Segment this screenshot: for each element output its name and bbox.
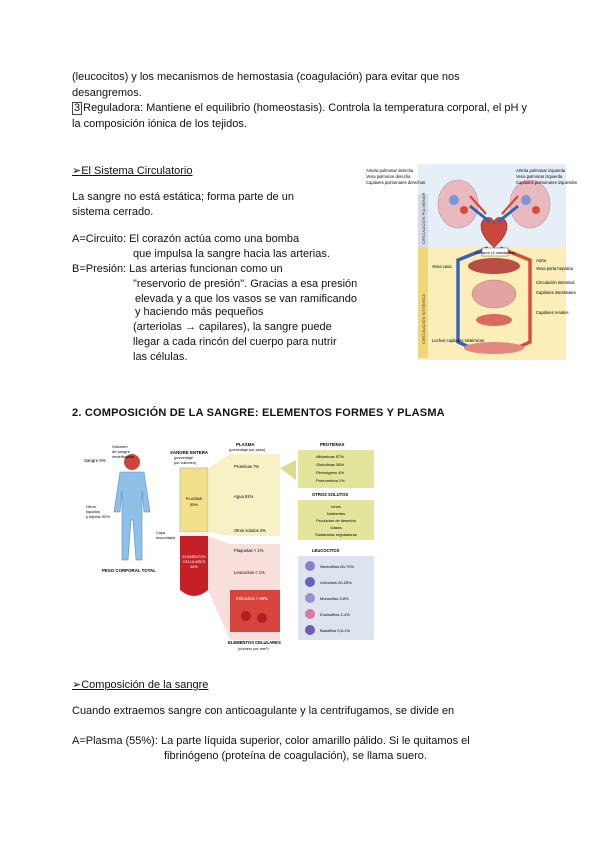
list-item-b: B=Presión: Las arterias funcionan como un	[72, 263, 283, 275]
list-item-b-cont: "reservorio de presión". Gracias a esa presión	[133, 278, 358, 290]
list-item-b-cont: (arteriolas → capilares), la sangre puede	[133, 321, 332, 333]
fig-label: Proteínas 7%	[234, 464, 260, 469]
paragraph-line: Cuando extraemos sangre con anticoagulante y la centrifugamos, se divide en	[72, 705, 455, 717]
fig-label: Capilares pulmonares izquierdos	[516, 180, 577, 185]
section-heading-composicion: 2. COMPOSICIÓN DE LA SANGRE: ELEMENTOS FORMES Y PLASMA	[72, 407, 445, 419]
fig-label: y tejidos 92%	[86, 514, 110, 519]
neutrophil	[305, 561, 315, 571]
fig-label: PLASMA	[185, 496, 203, 501]
fig-label: Capilares intestinales	[536, 290, 576, 295]
fig-label: Eosinófilos 2-4%	[320, 612, 350, 617]
list-item-b-cont: llegar a cada rincón del cuerpo para nutrir	[133, 336, 337, 348]
fig-label: Globulinas 38%	[316, 462, 345, 467]
fig-label: Arteria pulmonar derecha	[366, 168, 414, 173]
fig-label: Leucocitos < 1%	[234, 570, 265, 575]
left-lung	[438, 180, 478, 228]
erythrocyte	[257, 613, 267, 623]
fig-label: Vena pulmonar derecha	[366, 174, 411, 179]
tube-buffy-coat	[180, 532, 208, 536]
fig-label: Circulación intestinal	[536, 280, 575, 285]
item-number: 3	[74, 102, 81, 114]
fig-label: Basófilos 0,5-1%	[320, 628, 351, 633]
fig-label: 45%	[190, 565, 198, 569]
fig-label: ELEMENTOS	[182, 555, 206, 559]
fig-label: Nutrientes	[326, 511, 346, 516]
fig-label: CELULARES	[182, 560, 206, 564]
section-heading-composicion-sangre: ➢Composición de la sangre	[72, 679, 209, 691]
fig-label: Gases	[330, 525, 342, 530]
fig-label: por volumen)	[174, 461, 197, 465]
basophil	[305, 625, 315, 635]
intro-line: (leucocitos) y los mecanismos de hemostasia (coagulación) para evitar que nos	[72, 71, 460, 83]
circulatory-system-figure	[366, 164, 577, 364]
list-item-b-cont: las células.	[133, 351, 188, 363]
monocyte	[305, 593, 315, 603]
capillary-bed	[532, 206, 540, 214]
capillary-bed	[521, 195, 531, 205]
section-heading-circulatorio: ➢El Sistema Circulatorio	[72, 165, 193, 177]
fig-label: (porcentaje por peso)	[229, 448, 266, 452]
fig-label: Agua 91%	[234, 494, 254, 499]
fig-label: Albúminas 57%	[316, 454, 344, 459]
fig-label: Vena porta hepática	[536, 266, 574, 271]
fig-label: Volumen	[112, 444, 128, 449]
fig-label: Monocitos 3-8%	[320, 596, 349, 601]
fig-label: SANGRE ENTERA	[170, 450, 209, 455]
fig-label: Lechos capilares sistémicos	[432, 338, 485, 343]
eosinophil	[305, 609, 315, 619]
fig-label: OTROS SOLUTOS	[312, 492, 349, 497]
list-item-a-cont: que impulsa la sangre hacia las arterias.	[133, 248, 330, 260]
side-label-sistemica: CIRCULACIÓN SISTÉMICA	[421, 293, 426, 344]
intro-line: desangremos.	[72, 87, 142, 99]
kidneys	[476, 314, 512, 326]
fig-label: (número por mm³)	[238, 647, 269, 651]
item-3-text: Reguladora: Mantiene el equilibrio (homeostasis). Controla la temperatura corporal, el pH y	[83, 102, 528, 114]
fig-label: Fibrinógeno 4%	[316, 470, 345, 475]
fig-label: PROTEÍNAS	[320, 442, 345, 447]
fig-label: Neutrófilos 60-70%	[320, 564, 355, 569]
fig-label: Capilares pulmonares derechos	[366, 180, 426, 185]
lymphocyte	[305, 577, 315, 587]
fig-label: Vena pulmonar izquierda	[516, 174, 563, 179]
fig-label: Otros solutos 2%	[234, 528, 266, 533]
paragraph-line: La sangre no está estática; forma parte de un	[72, 191, 294, 203]
fig-label: 55%	[189, 502, 199, 507]
intestines	[472, 280, 516, 308]
fig-label: Capa	[156, 531, 166, 535]
list-item-a: A=Circuito: El corazón actúa como una bomba	[72, 233, 300, 245]
fig-label: Productos de desecho	[316, 518, 356, 523]
systemic-capillaries	[464, 342, 524, 354]
list-item-b-cont: elevada y a que los vasos se van ramificando	[135, 293, 357, 305]
paragraph-line: sistema cerrado.	[72, 206, 154, 218]
fig-label: Otros	[86, 504, 96, 509]
fig-label: centrifugada	[112, 454, 135, 459]
list-item-b-cont: y haciendo más pequeños	[135, 306, 264, 318]
erythrocyte	[241, 611, 251, 621]
liver	[468, 258, 520, 274]
intro-line: la composición iónica de los tejidos.	[72, 118, 247, 130]
fig-label: PESO CORPORAL TOTAL	[102, 568, 156, 573]
body-silhouette	[114, 472, 150, 560]
blood-composition-figure	[84, 440, 394, 654]
fig-label: PLASMA	[236, 442, 255, 447]
fig-label: Protrombina 1%	[316, 478, 345, 483]
fig-label: Eritrocitos > 99%	[236, 596, 268, 601]
capillary-bed	[449, 195, 459, 205]
arrow	[280, 460, 296, 480]
fig-label: LEUCOCITOS	[312, 548, 340, 553]
fig-label: Aorta	[536, 258, 547, 263]
fig-label: Vena cava	[432, 264, 452, 269]
fig-label: ELEMENTOS CELULARES	[228, 640, 281, 645]
fig-label: de sangre	[112, 449, 130, 454]
capillary-bed	[460, 206, 468, 214]
fig-label: Sangre 8%	[84, 458, 106, 463]
fig-label: Arteria pulmonar izquierda	[516, 168, 566, 173]
fig-label: leucocitaria	[156, 536, 176, 540]
list-item-plasma-cont: fibrinógeno (proteína de coagulación), se llama suero.	[164, 750, 427, 762]
fig-label: Sustancias reguladoras	[315, 532, 357, 537]
fig-label: Capilares renales	[536, 310, 569, 315]
item-3	[72, 101, 527, 116]
fig-label: Iones	[331, 504, 341, 509]
side-label-pulmonar: CIRCULACIÓN PULMONAR	[421, 192, 426, 244]
heart-label: Corazón (4 cavidades)	[474, 250, 516, 255]
right-lung	[510, 180, 550, 228]
fig-label: Linfocitos 20-25%	[320, 580, 352, 585]
fig-label: Plaquetas < 1%	[234, 548, 264, 553]
fig-label: (porcentaje	[174, 456, 193, 460]
fig-label: líquidos	[86, 509, 100, 514]
list-item-plasma: A=Plasma (55%): La parte líquida superior, color amarillo pálido. Si le quitamos el	[72, 735, 470, 747]
